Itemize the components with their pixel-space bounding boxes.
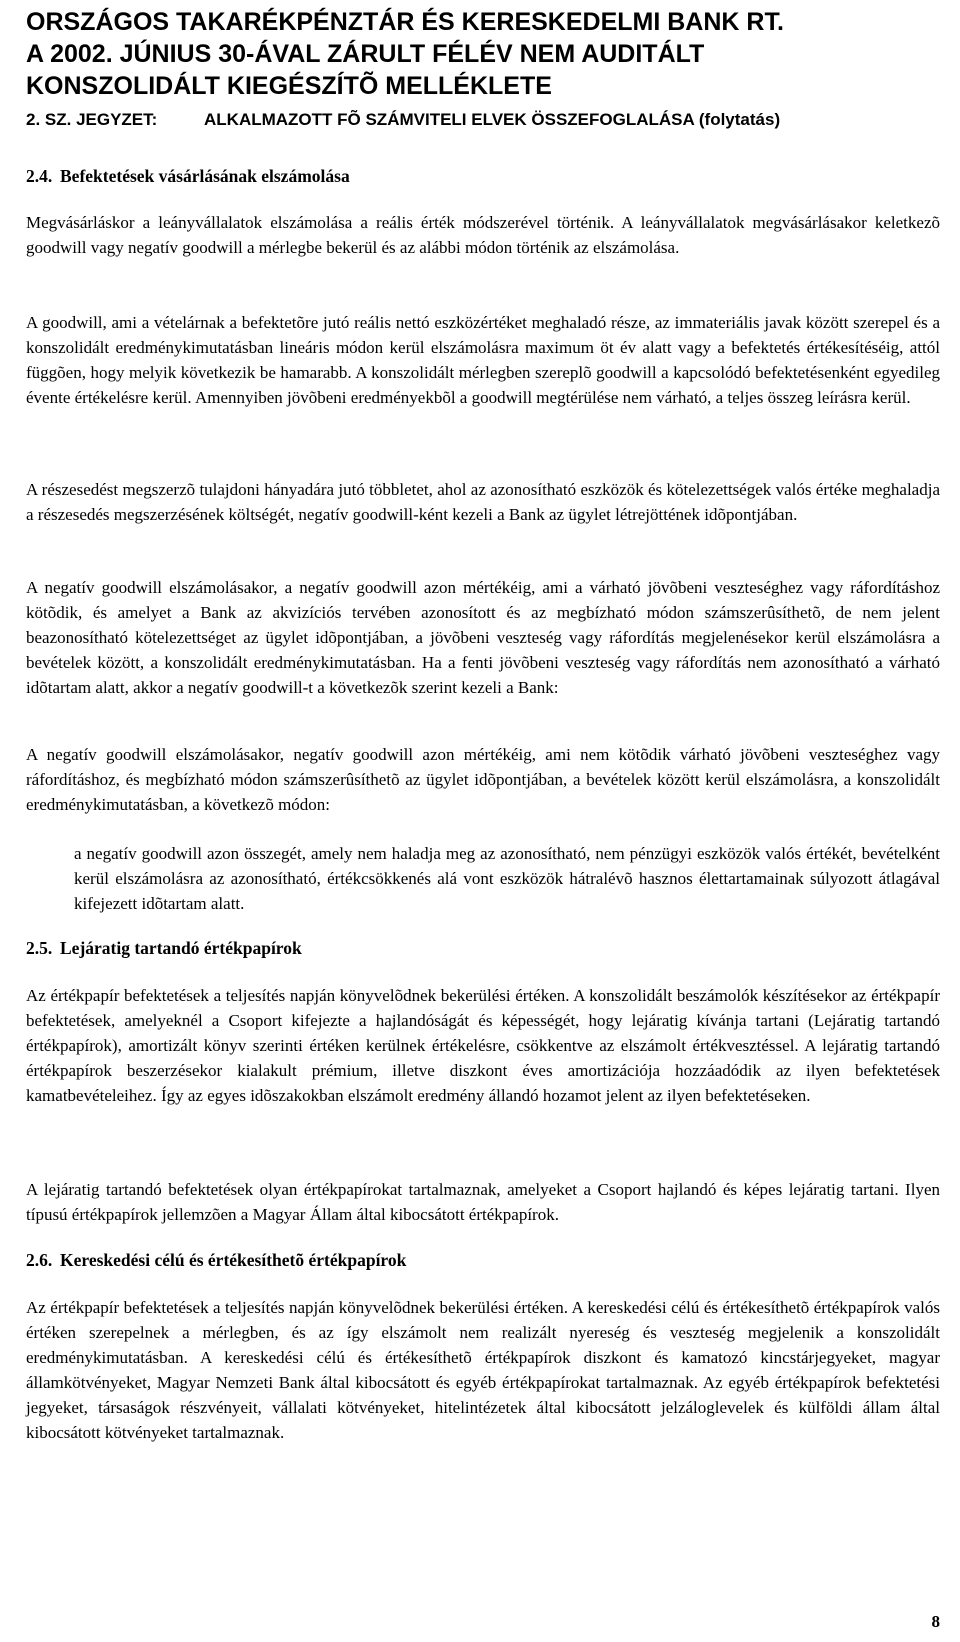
paragraph-indented: a negatív goodwill azon összegét, amely nem haladja meg az azonosítható, nem pénzügyi eszközök valós értékét, bevételként kerül elszámolásra az azonosítható, értékcsökkenés alá vont eszközök hátralévõ hasznos élettartamainak súlyozott átlagával kifejezett idõtartam alatt. — [74, 844, 940, 913]
paragraph: Az értékpapír befektetések a teljesítés napján könyvelõdnek bekerülési értéken. A konszolidált beszámolók készítésekor az értékpapír befektetések, amelyeknél a Csoport kifejezte a hajlandóságát és képességét, hogy lejáratig kívánja tartani (Lejáratig tartandó értékpapírok), amortizált könyv szerinti értéken kerülnek értékelésre, csökkentve az elszámolt értékvesztéssel. A lejáratig tartandó értékpapírok beszerzésekor kialakult prémium, illetve diszkont éves amortizációja hozzáadódik az ilyen befektetések kamatbevételeihez. Így az egyes idõszakokban elszámolt eredmény állandó hozamot jelent az ilyen befektetéseken. — [26, 986, 940, 1105]
section-title: Befektetések vásárlásának elszámolása — [60, 166, 350, 186]
section-number: 2.5. — [26, 938, 53, 958]
section-number: 2.4. — [26, 166, 53, 186]
paragraph: A negatív goodwill elszámolásakor, negatív goodwill azon mértékéig, ami nem kötõdik várható jövõbeni veszteséghez vagy ráfordításhoz, és megbízható módon számszerûsíthetõ az ügylet idõpontjában, a bevételek között kerül elszámolásra, a konszolidált eredménykimutatásban, a következõ módon: — [26, 745, 940, 814]
section-heading-2-4 — [26, 164, 946, 188]
page-number: 8 — [931, 1612, 940, 1631]
section-heading-2-5 — [26, 936, 946, 960]
header-bank-name: ORSZÁGOS TAKARÉKPÉNZTÁR ÉS KERESKEDELMI BANK RT. — [26, 8, 784, 36]
header-period: A 2002. JÚNIUS 30-ÁVAL ZÁRULT FÉLÉV NEM AUDITÁLT — [26, 40, 705, 68]
section-heading-2-6 — [26, 1248, 946, 1272]
note-number: 2. SZ. JEGYZET: — [26, 110, 158, 129]
note-heading — [26, 108, 946, 132]
paragraph: Az értékpapír befektetések a teljesítés napján könyvelõdnek bekerülési értéken. A kereskedési célú és értékesíthetõ értékpapírok valós értéken szerepelnek a mérlegben, és az így elszámolt nem realizált nyereség és veszteség megjelenik a konszolidált eredménykimutatásban. A kereskedési célú és értékesíthetõ értékpapírok diszkont és kamatozó kincstárjegyeket, magyar államkötvényeket, Magyar Nemzeti Bank által kibocsátott és egyéb értékpapírokat tartalmaznak. Az egyéb értékpapírok befektetési jegyeket, társaságok részvényeit, vállalati kötvényeket, hitelintézetek által kibocsátott jelzáloglevelek és külföldi állam által kibocsátott kötvényeket tartalmaznak. — [26, 1298, 940, 1442]
paragraph: A részesedést megszerzõ tulajdoni hányadára jutó többletet, ahol az azonosítható eszközök és kötelezettségek valós értéke meghaladja a részesedés megszerzésének költségét, negatív goodwill-ként kezeli a Bank az ügylet létrejöttének idõpontjában. — [26, 480, 940, 524]
paragraph: A lejáratig tartandó befektetések olyan értékpapírokat tartalmaznak, amelyeket a Csoport hajlandó és képes lejáratig tartani. Ilyen típusú értékpapírok jellemzõen a Magyar Állam által kibocsátott értékpapírok. — [26, 1180, 940, 1224]
section-number: 2.6. — [26, 1250, 53, 1270]
paragraph: Megvásárláskor a leányvállalatok elszámolása a reális érték módszerével történik. A leányvállalatok megvásárlásakor keletkezõ goodwill vagy negatív goodwill a mérlegbe bekerül és az alábbi módon történik az elszámolása. — [26, 213, 940, 257]
note-title: ALKALMAZOTT FÕ SZÁMVITELI ELVEK ÖSSZEFOGLALÁSA (folytatás) — [204, 110, 781, 129]
document-header — [26, 6, 946, 102]
header-title: KONSZOLIDÁLT KIEGÉSZÍTÕ MELLÉKLETE — [26, 72, 552, 100]
section-title: Kereskedési célú és értékesíthetõ értékpapírok — [60, 1250, 407, 1270]
paragraph: A goodwill, ami a vételárnak a befektetõre jutó reális nettó eszközértéket meghaladó része, az immateriális javak között szerepel és a konszolidált eredménykimutatásban lineáris módon kerül elszámolásra maximum öt év alatt vagy a befektetés értékesítéséig, attól függõen, hogy melyik következik be hamarabb. A konszolidált mérlegben szereplõ goodwill a kapcsolódó befektetésenként egyedileg évente értékelésre kerül. Amennyiben jövõbeni eredményekbõl a goodwill megtérülése nem várható, a teljes összeg leírásra kerül. — [26, 313, 940, 407]
paragraph: A negatív goodwill elszámolásakor, a negatív goodwill azon mértékéig, ami a várható jövõbeni veszteséghez vagy ráfordításhoz kötõdik, és amelyet a Bank az akvizíciós tervében azonosított és az megbízható módon számszerûsíthetõ, de nem jelent beazonosítható kötelezettséget az ügylet idõpontjában, a jövõbeni veszteség vagy ráfordítás megjelenésekor kerül elszámolásra a bevételek között, a konszolidált eredménykimutatásban. Ha a fenti jövõbeni veszteség vagy ráfordítás nem azonosítható a várható idõtartam alatt, akkor a negatív goodwill-t a következõk szerint kezeli a Bank: — [26, 578, 940, 697]
section-title: Lejáratig tartandó értékpapírok — [60, 938, 302, 958]
